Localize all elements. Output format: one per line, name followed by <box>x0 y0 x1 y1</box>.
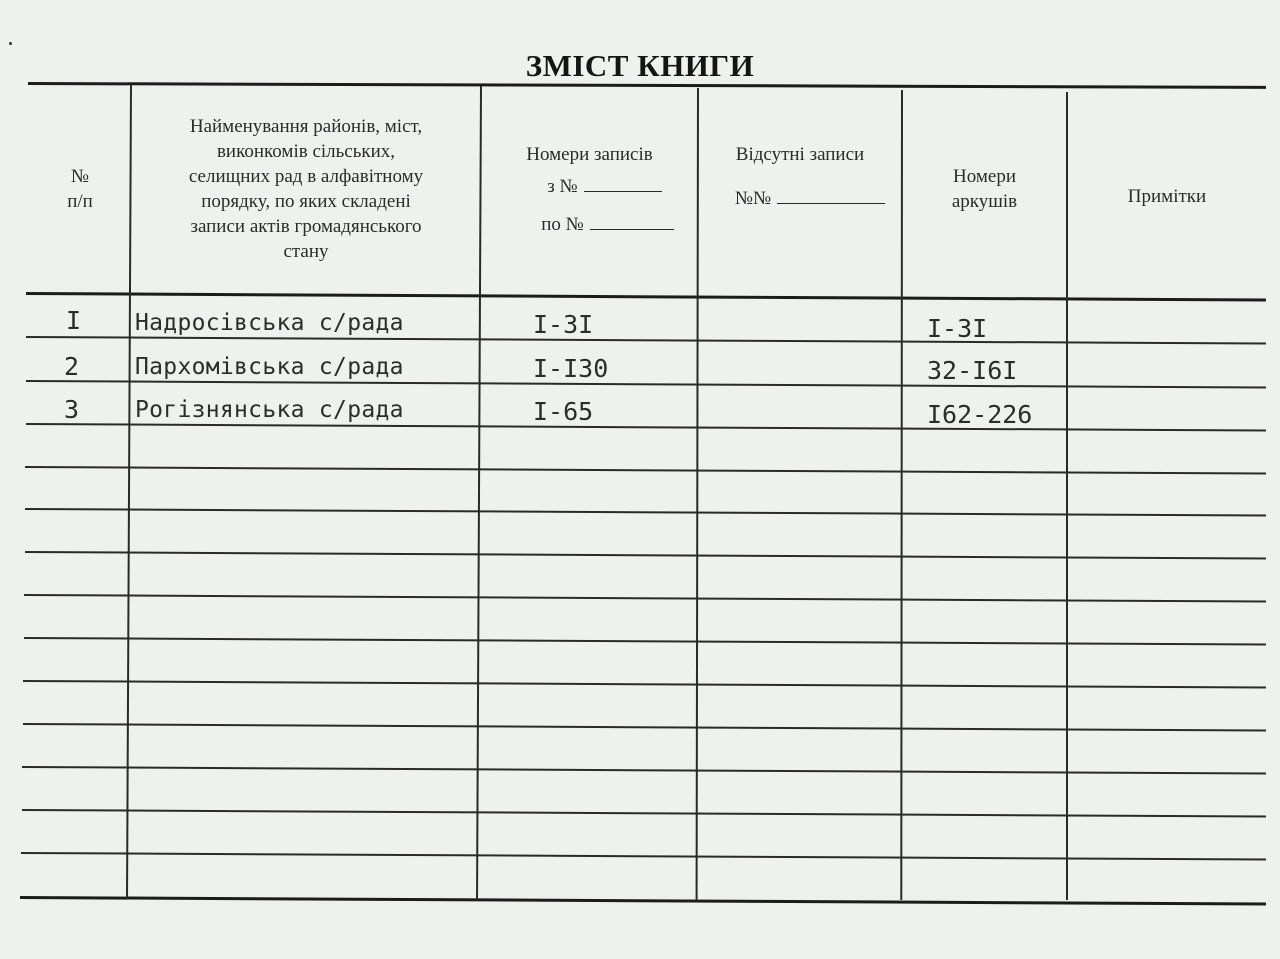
row-2-sheets: 32-I6I <box>927 356 1018 385</box>
header-sheets <box>903 86 1066 292</box>
row-line-4 <box>25 466 1266 474</box>
header-name-line-6: стану <box>283 241 329 262</box>
row-1-records: I-3I <box>533 310 594 339</box>
row-3-number: 3 <box>64 395 80 424</box>
header-sheets-line-2: аркушів <box>951 191 1018 212</box>
row-line-8 <box>24 637 1266 646</box>
row-line-11 <box>22 766 1266 775</box>
header-name-line-2: виконкомів сільських, <box>216 141 396 162</box>
header-number <box>30 86 130 292</box>
row-line-7 <box>24 594 1266 603</box>
header-notes <box>1068 86 1266 306</box>
header-records-from: з № <box>547 175 578 197</box>
header-records <box>482 86 697 292</box>
header-missing-nums: №№ <box>734 188 772 209</box>
records-from-blank <box>584 173 662 192</box>
header-name <box>132 86 480 292</box>
header-number-line-2: п/п <box>67 191 93 212</box>
missing-nums-blank <box>777 185 885 204</box>
row-line-12 <box>22 809 1266 818</box>
header-number-line-1: № <box>70 166 90 187</box>
row-2-records: I-I30 <box>533 354 609 383</box>
header-notes-label: Примітки <box>1127 185 1207 207</box>
row-line-6 <box>25 551 1266 559</box>
header-name-line-3: селищних рад в алфавітному <box>188 166 424 187</box>
row-1-name: Надросівська с/рада <box>135 310 404 336</box>
header-records-to: по № <box>541 213 584 235</box>
row-line-10 <box>23 723 1266 732</box>
records-to-blank <box>590 211 674 230</box>
row-1-sheets: I-3I <box>927 314 988 343</box>
row-line-13 <box>21 852 1266 861</box>
header-name-line-4: порядку, по яких складені <box>201 191 411 212</box>
row-2-name: Пархомівська с/рада <box>135 354 404 380</box>
row-1-number: I <box>66 306 82 335</box>
row-2-number: 2 <box>64 352 80 381</box>
page-title: ЗМІСТ КНИГИ <box>525 48 755 83</box>
row-3-name: Рогізнянська с/рада <box>135 397 404 423</box>
header-sheets-line-1: Номери <box>953 166 1016 187</box>
header-missing <box>699 86 901 292</box>
paper-speck <box>9 42 12 45</box>
row-3-sheets: I62-226 <box>927 400 1033 429</box>
header-name-line-1: Найменування районів, міст, <box>189 116 423 137</box>
row-3-records: I-65 <box>533 397 594 426</box>
header-name-line-5: записи актів громадянського <box>190 216 422 237</box>
row-line-5 <box>25 508 1266 516</box>
row-line-9 <box>23 680 1266 689</box>
header-records-title: Номери записів <box>526 143 653 165</box>
header-missing-title: Відсутні записи <box>735 144 865 165</box>
table-bottom-border <box>20 896 1266 906</box>
